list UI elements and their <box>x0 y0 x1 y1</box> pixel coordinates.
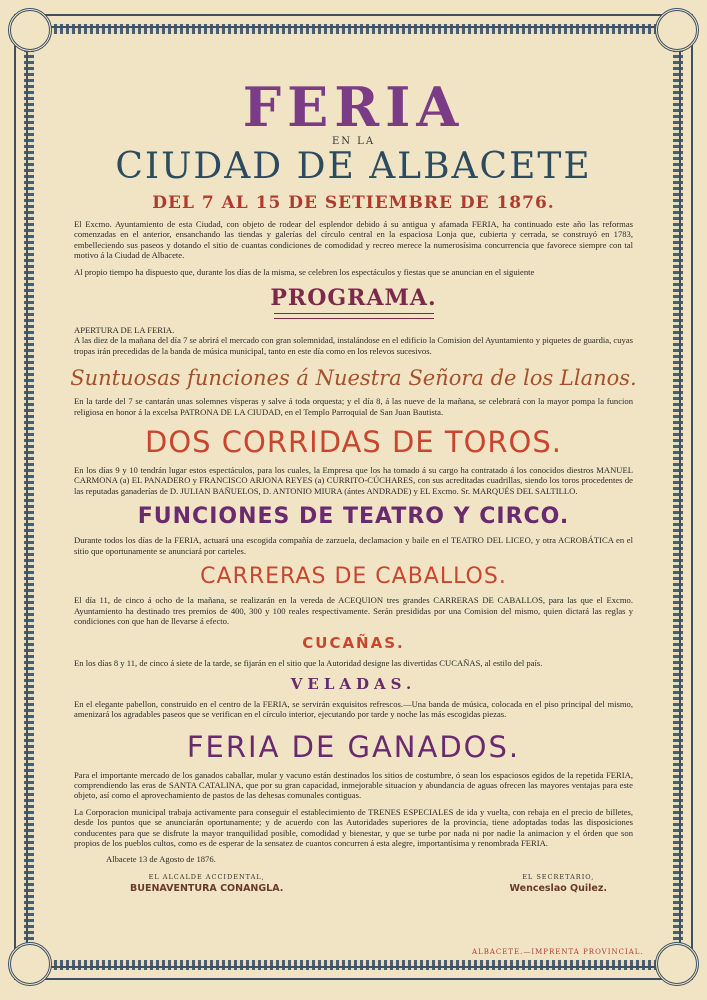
corner-ornament-icon <box>8 942 52 986</box>
title-connector: EN LA <box>331 136 376 147</box>
apertura-heading: APERTURA DE LA FERIA. <box>74 325 175 336</box>
programa-heading: PROGRAMA. <box>270 285 437 312</box>
intro-paragraph: El Excmo. Ayuntamiento de esta Ciudad, con objeto de rodear del esplendor debido á su antigua y afamada FERIA, ha continuado este año las reformas comenzadas en el anterior, ensanchando las tiendas y galerías del círculo central en la espaciosa Lonja que, cubierta y cerrada, se construyó en 1783, embelleciendo sus paseos y dotando el sitio de cuantas condiciones de comodidad y recreo merece la numerosísima concurrencia que favorece siempre con tal motivo á la Ciudad de Albacete. <box>74 219 633 261</box>
closing-text: La Corporacion municipal trabaja activamente para conseguir el establecimiento de TRENES ESPECIALES de ida y vuelta, con rebaja en el precio de billetes, desde los puntos que se anunciarán oportunamente; y de acuerdo con las Autoridades superiores de la provincia, tiene adoptadas todas las disposiciones conducentes para que se disfrute la mayor tranquilidad posible, comodidad y bienestar, y que se turbe por nada ni por nadie la animacion y el órden que son propios de los pueblos cultos, como es de esperar de la sensatez de cuantos concurren á esta alegre, importantísima y renombrada FERIA. <box>74 806 633 848</box>
event-dates: DEL 7 AL 15 DE SETIEMBRE DE 1876. <box>152 193 555 213</box>
corridas-heading: DOS CORRIDAS DE TOROS. <box>144 425 562 460</box>
teatro-heading: FUNCIONES DE TEATRO Y CIRCO. <box>137 504 570 530</box>
signatures <box>130 873 607 894</box>
cucanas-text: En los días 8 y 11, de cinco á siete de la tarde, se fijarán en el sitio que la Autoridad designe las divertidas CUCAÑAS, al estilo del país. <box>74 658 543 669</box>
ganados-text: Para el importante mercado de los ganados caballar, mular y vacuno están destinados los sitios de costumbre, ó sean los espaciosos egidos de la repetida FERIA, comprendiendo las eras de SANTA CATALINA, que por su gran capacidad, inmejorable situacion y abundancia de aguas ofrecen las mayores ventajas para este objeto, así como el aprovechamiento de pastos de las dehesas comunales contiguas. <box>74 769 633 801</box>
signature-left <box>130 873 283 894</box>
teatro-text: Durante todos los días de la FERIA, actuará una escogida compañía de zarzuela, declamacion y baile en el TEATRO DEL LICEO, y otra ACROBÁTICA en el sitio que oportunamente se anunciará por carteles. <box>74 535 633 556</box>
signature-right <box>509 873 607 894</box>
signature-role: EL ALCALDE ACCIDENTAL, <box>148 872 265 881</box>
poster-content <box>70 70 637 894</box>
corner-ornament-icon <box>8 8 52 52</box>
carreras-heading: CARRERAS DE CABALLOS. <box>200 564 507 590</box>
suntuosas-text: En la tarde del 7 se cantarán unas solemnes vísperas y salve á toda orquesta; y el día 8, á las nueve de la mañana, se celebrará con la mayor pompa la funcion religiosa en honor á la excelsa PATRONA DE LA CIUDAD, en el Templo Parroquial de San Juan Bautista. <box>74 396 633 417</box>
corner-ornament-icon <box>655 942 699 986</box>
veladas-text: En el elegante pabellon, construido en el centro de la FERIA, se servirán exquisitos refrescos.—Una banda de música, colocada en el piso principal del mismo, amenizará los agradables paseos que se verifican en el círculo interior, ejecutando por tarde y noche las más escogidas piezas. <box>74 698 633 720</box>
signature-role: EL SECRETARIO, <box>522 872 595 881</box>
title: FERIA <box>242 75 465 139</box>
veladas-heading: VELADAS. <box>290 674 417 693</box>
signature-name: BUENAVENTURA CONANGLA. <box>130 882 284 894</box>
closing-date: Albacete 13 de Agosto de 1876. <box>106 854 216 865</box>
city-title: CIUDAD DE ALBACETE <box>115 146 592 187</box>
ganados-heading: FERIA DE GANADOS. <box>186 729 521 764</box>
carreras-text: El día 11, de cinco á ocho de la mañana, se realizarán en la vereda de ACEQUION tres grandes CARRERAS DE CABALLOS, para las que el Excmo. Ayuntamiento ha destinado tres premios de 400, 300 y 100 reales respectivamente. Serán presididas por una Comision del mismo, quien dictará las reglas y condiciones con que han de llevarse á efecto. <box>74 595 633 626</box>
apertura-text: A las diez de la mañana del día 7 se abrirá el mercado con gran solemnidad, instalándose en el edificio la Comision del Ayuntamiento y piquetes de guardia, cuyas tropas irán precedidas de la banda de música municipal, tanto en este día como en los relevos sucesivos. <box>74 335 633 356</box>
corridas-text: En los días 9 y 10 tendrán lugar estos espectáculos, para los cuales, la Empresa que los ha tomado á su cargo ha contratado á los conocidos diestros MANUEL CARMONA (a) EL PANADERO y FRANCISCO ARJONA REYES (a) CURRITO-CÚCHARES, con sus acreditadas cuadrillas, siendo los toros procedentes de las reputadas ganaderías de D. JULIAN BAÑUELOS, D. ANTONIO MIURA (ántes ANDRADE) y EL Excmo. Sr. MARQUÉS DEL SALTILLO. <box>74 465 633 496</box>
divider <box>274 313 434 319</box>
corner-ornament-icon <box>655 8 699 52</box>
printer-credit: ALBACETE.—IMPRENTA PROVINCIAL. <box>472 948 644 956</box>
intro-paragraph: Al propio tiempo ha dispuesto que, durante los días de la misma, se celebren los espectáculos y fiestas que se anuncian en el siguiente <box>74 266 535 277</box>
suntuosas-heading: Suntuosas funciones á Nuestra Señora de los Llanos. <box>70 366 637 391</box>
cucanas-heading: CUCAÑAS. <box>302 634 405 653</box>
signature-name: Wenceslao Quilez. <box>509 882 607 894</box>
